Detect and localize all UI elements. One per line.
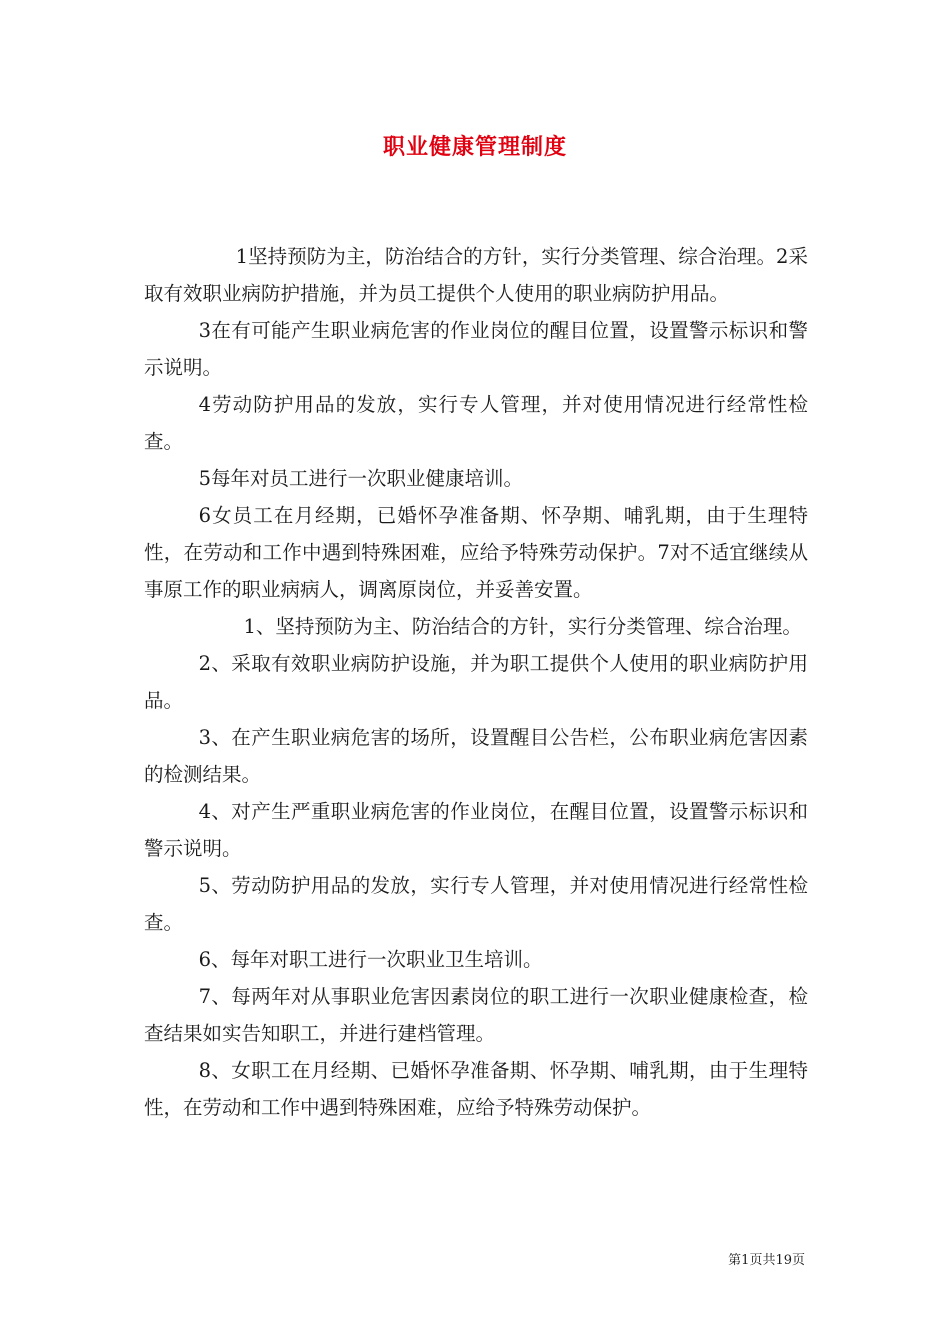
paragraph: 7、每两年对从事职业危害因素岗位的职工进行一次职业健康检查，检查结果如实告知职工，并进行建档管理。 [144,985,808,1045]
paragraph: 4劳动防护用品的发放，实行专人管理，并对使用情况进行经常性检查。 [144,393,808,453]
paragraph: 3、在产生职业病危害的场所，设置醒目公告栏，公布职业病危害因素的检测结果。 [144,726,808,786]
paragraph: 5、劳动防护用品的发放，实行专人管理，并对使用情况进行经常性检查。 [144,874,808,934]
paragraph: 8、女职工在月经期、已婚怀孕准备期、怀孕期、哺乳期，由于生理特性，在劳动和工作中遇到特殊困难，应给予特殊劳动保护。 [144,1059,808,1119]
paragraph: 2、采取有效职业病防护设施，并为职工提供个人使用的职业病防护用品。 [144,652,808,712]
paragraph: 4、对产生严重职业病危害的作业岗位，在醒目位置，设置警示标识和警示说明。 [144,800,808,860]
paragraph: 6女员工在月经期，已婚怀孕准备期、怀孕期、哺乳期，由于生理特性，在劳动和工作中遇到特殊困难，应给予特殊劳动保护。7对不适宜继续从事原工作的职业病病人，调离原岗位，并妥善安置。 [144,504,808,601]
paragraph: 5每年对员工进行一次职业健康培训。 [198,467,524,490]
paragraph: 1坚持预防为主，防治结合的方针，实行分类管理、综合治理。2采取有效职业病防护措施，并为员工提供个人使用的职业病防护用品。 [144,245,808,305]
document-title: 职业健康管理制度 [382,134,567,160]
document-body [144,238,808,1126]
paragraph: 1、坚持预防为主、防治结合的方针，实行分类管理、综合治理。 [243,615,802,638]
paragraph: 6、每年对职工进行一次职业卫生培训。 [198,948,543,971]
page-number: 第1页共19页 [728,1253,805,1268]
paragraph: 3在有可能产生职业病危害的作业岗位的醒目位置，设置警示标识和警示说明。 [144,319,808,379]
